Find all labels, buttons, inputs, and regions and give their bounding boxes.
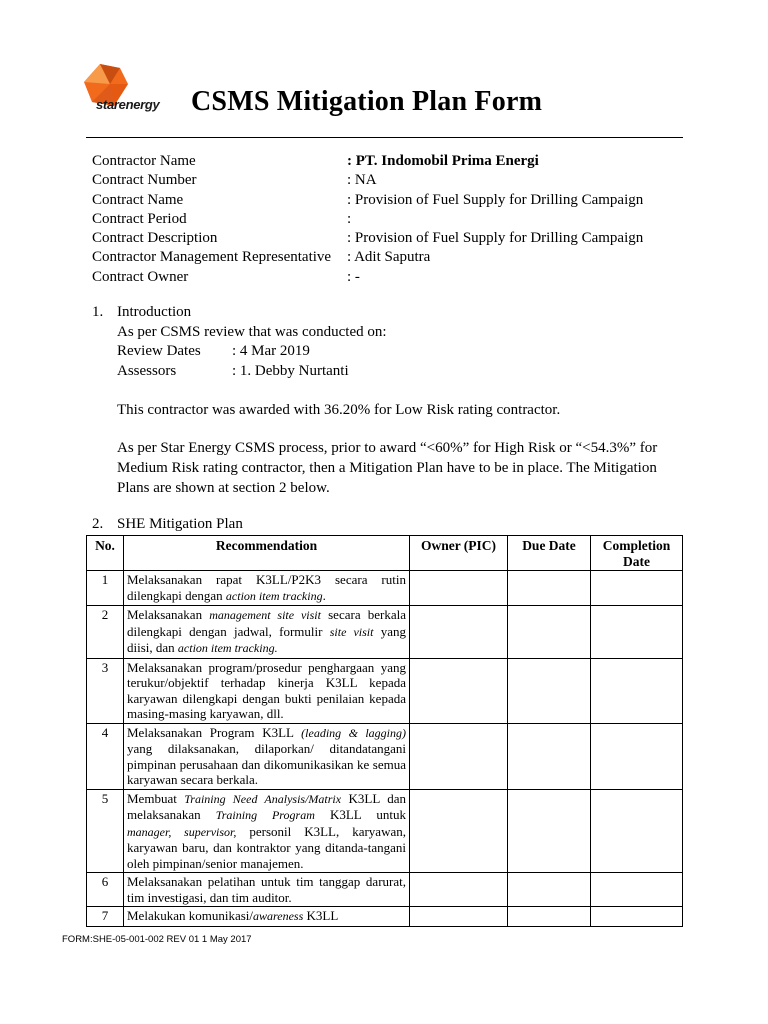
- column-header-completion-date: Completion Date: [591, 536, 683, 571]
- table-row: [87, 571, 683, 606]
- contract-info-label: Contract Owner: [92, 268, 189, 285]
- intro-line: As per CSMS review that was conducted on:: [117, 323, 387, 340]
- recommendation-cell: Melaksanakan rapat K3LL/P2K3 secara rutin dilengkapi dengan action item tracking.: [124, 571, 410, 606]
- column-header-no: No.: [87, 536, 124, 571]
- section-heading: Introduction: [117, 304, 192, 320]
- row-number: 1: [87, 571, 124, 606]
- row-number: 6: [87, 873, 124, 907]
- assessors-row: [117, 362, 349, 382]
- due-date-cell[interactable]: [508, 606, 591, 659]
- column-header-due-date: Due Date: [508, 536, 591, 571]
- owner-cell[interactable]: [410, 723, 508, 789]
- owner-cell[interactable]: [410, 658, 508, 723]
- owner-cell[interactable]: [410, 873, 508, 907]
- owner-cell[interactable]: [410, 907, 508, 927]
- completion-date-cell[interactable]: [591, 571, 683, 606]
- form-footer: FORM:SHE-05-001-002 REV 01 1 May 2017: [62, 934, 252, 945]
- section-number: 2.: [92, 516, 104, 532]
- owner-cell[interactable]: [410, 789, 508, 873]
- header-divider: [86, 137, 683, 138]
- completion-date-cell[interactable]: [591, 789, 683, 873]
- due-date-cell[interactable]: [508, 723, 591, 789]
- row-number: 5: [87, 789, 124, 873]
- contract-info-label: Contractor Management Representative: [92, 249, 332, 266]
- section-number: 1.: [92, 304, 104, 320]
- column-header-recommendation: Recommendation: [124, 536, 410, 571]
- completion-date-cell[interactable]: [591, 907, 683, 927]
- completion-date-cell[interactable]: [591, 658, 683, 723]
- star-energy-logo: [80, 62, 180, 122]
- owner-cell[interactable]: [410, 571, 508, 606]
- contract-info-value: :: [347, 210, 352, 227]
- recommendation-cell: Melaksanakan program/prosedur penghargaan yang terukur/objektif terhadap kinerja K3LL kepada karyawan dilengkapi dengan bukti penilaian kepada masing-masing karyawan, dll.: [124, 658, 410, 723]
- assessors-value: : 1. Debby Nurtanti: [232, 362, 349, 379]
- due-date-cell[interactable]: [508, 907, 591, 927]
- completion-date-cell[interactable]: [591, 606, 683, 659]
- recommendation-cell: Membuat Training Need Analysis/Matrix K3LL dan melaksanakan Training Program K3LL untuk manager, supervisor, personil K3LL, karyawan, karyawan baru, dan kontraktor yang ditanda-tangani oleh pimpinan/senior manajemen.: [124, 789, 410, 873]
- mitigation-plan-table: [86, 535, 683, 927]
- table-row: [87, 658, 683, 723]
- row-number: 4: [87, 723, 124, 789]
- recommendation-cell: Melaksanakan Program K3LL (leading & lagging) yang dilaksanakan, dilaporkan/ ditandatangani pimpinan perusahaan dan dikomunikasikan ke semua karyawan secara berkala.: [124, 723, 410, 789]
- award-paragraph: This contractor was awarded with 36.20% for Low Risk rating contractor.: [117, 402, 561, 418]
- review-dates-label: Review Dates: [117, 343, 201, 359]
- table-header-row: [87, 536, 683, 571]
- table-row: [87, 723, 683, 789]
- section-heading: SHE Mitigation Plan: [117, 516, 243, 532]
- contract-info-value: : NA: [347, 172, 377, 189]
- row-number: 2: [87, 606, 124, 659]
- completion-date-cell[interactable]: [591, 723, 683, 789]
- due-date-cell[interactable]: [508, 789, 591, 873]
- contract-info-value: : Provision of Fuel Supply for Drilling Campaign: [347, 191, 644, 208]
- recommendation-cell: Melaksanakan management site visit secara berkala dilengkapi dengan jadwal, formulir site visit yang diisi, dan action item tracking.: [124, 606, 410, 659]
- review-dates-row: [117, 342, 310, 362]
- contract-info-value: : Adit Saputra: [347, 249, 431, 266]
- owner-cell[interactable]: [410, 606, 508, 659]
- table-row: [87, 789, 683, 873]
- due-date-cell[interactable]: [508, 873, 591, 907]
- contract-info-label: Contract Name: [92, 191, 184, 208]
- page-title: CSMS Mitigation Plan Form: [191, 86, 543, 117]
- recommendation-cell: Melakukan komunikasi/awareness K3LL: [124, 907, 410, 927]
- contract-info-label: Contract Period: [92, 210, 187, 227]
- mitigation-paragraph: As per Star Energy CSMS process, prior to award “<60%” for High Risk or “<54.3%” for Medium Risk rating contractor, then a Mitigation Plan have to be in place. The Mitigation Plans are shown at section 2 below.: [117, 440, 658, 496]
- contract-info-label: Contract Description: [92, 230, 218, 247]
- row-number: 3: [87, 658, 124, 723]
- row-number: 7: [87, 907, 124, 927]
- column-header-owner: Owner (PIC): [410, 536, 508, 571]
- due-date-cell[interactable]: [508, 571, 591, 606]
- recommendation-cell: Melaksanakan pelatihan untuk tim tanggap darurat, tim investigasi, dan tim auditor.: [124, 873, 410, 907]
- due-date-cell[interactable]: [508, 658, 591, 723]
- table-row: [87, 907, 683, 927]
- contract-info-label: Contractor Name: [92, 153, 196, 169]
- contract-info-label: Contract Number: [92, 172, 197, 189]
- completion-date-cell[interactable]: [591, 873, 683, 907]
- review-dates-value: : 4 Mar 2019: [232, 343, 310, 359]
- contract-info-value: : PT. Indomobil Prima Energi: [347, 153, 539, 169]
- table-row: [87, 873, 683, 907]
- contract-info-value: : -: [347, 268, 360, 285]
- table-row: [87, 606, 683, 659]
- assessors-label: Assessors: [117, 362, 177, 379]
- logo-text: starenergy: [96, 97, 160, 112]
- contract-info-value: : Provision of Fuel Supply for Drilling Campaign: [347, 230, 644, 247]
